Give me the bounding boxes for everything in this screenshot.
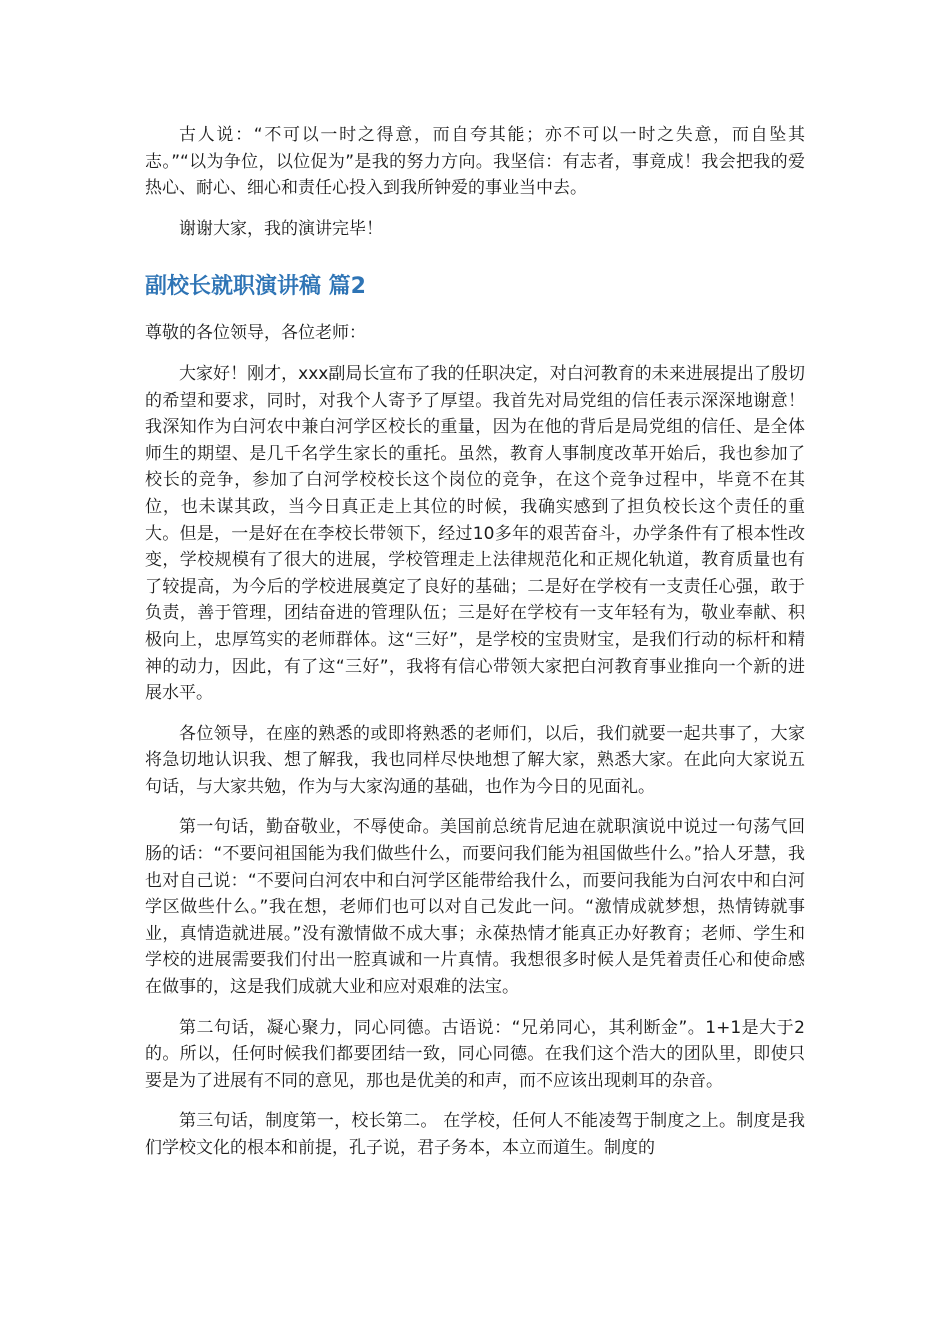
paragraph: 古人说：“不可以一时之得意，而自夸其能；亦不可以一时之失意，而自坠其志。”“以为争位，以位促为”是我的努力方向。我坚信：有志者，事竟成！我会把我的爱热心、耐心、细心和责任心投入到我所钟爱的事业当中去。 xyxy=(145,125,805,199)
paragraph: 各位领导，在座的熟悉的或即将熟悉的老师们，以后，我们就要一起共事了，大家将急切地认识我、想了解我，我也同样尽快地想了解大家，熟悉大家。在此向大家说五句话，与大家共勉，作为与大家沟通的基础，也作为今日的见面礼。 xyxy=(145,723,805,797)
paragraph: 第三句话，制度第一，校长第二。 在学校，任何人不能凌驾于制度之上。制度是我们学校文化的根本和前提，孔子说，君子务本，本立而道生。制度的 xyxy=(145,1111,805,1158)
paragraph: 谢谢大家，我的演讲完毕！ xyxy=(179,218,383,239)
paragraph: 第一句话，勤奋敬业，不辱使命。美国前总统肯尼迪在就职演说中说过一句荡气回肠的话：“不要问祖国能为我们做些什么，而要问我们能为祖国做些什么。”拾人牙慧，我也对自己说：“不要问白河农中和白河学区能带给我什么，而要问我能为白河农中和白河学区做些什么。”我在想，老师们也可以对自己发此一问。“激情成就梦想，热情铸就事业，真情造就进展。”没有激情做不成大事；永葆热情才能真正办好教育；老师、学生和学校的进展需要我们付出一腔真诚和一片真情。我想很多时候人是凭着责任心和使命感在做事的，这是我们成就大业和应对艰难的法宝。 xyxy=(145,817,805,998)
paragraph: 大家好！刚才，xxx副局长宣布了我的任职决定，对白河教育的未来进展提出了殷切的希望和要求，同时，对我个人寄予了厚望。我首先对局党组的信任表示深深地谢意！我深知作为白河农中兼白河学区校长的重量，因为在他的背后是局党组的信任、是全体师生的期望、是几千名学生家长的重托。虽然，教育人事制度改革开始后，我也参加了校长的竞争，参加了白河学校校长这个岗位的竞争，在这个竞争过程中，毕竟不在其位，也未谋其政，当今日真正走上其位的时候，我确实感到了担负校长这个责任的重大。但是，一是好在在李校长带领下，经过10多年的艰苦奋斗，办学条件有了根本性改变，学校规模有了很大的进展，学校管理走上法律规范化和正规化轨道，教育质量也有了较提高，为今后的学校进展奠定了良好的基础；二是好在学校有一支责任心强，敢于负责，善于管理，团结奋进的管理队伍；三是好在学校有一支年轻有为，敬业奉献、积极向上，忠厚笃实的老师群体。这“三好”，是学校的宝贵财宝，是我们行动的标杆和精神的动力，因此，有了这“三好”，我将有信心带领大家把白河教育事业推向一个新的进展水平。 xyxy=(145,363,805,704)
salutation: 尊敬的各位领导，各位老师： xyxy=(145,323,366,344)
document-page xyxy=(145,122,805,1176)
paragraph: 第二句话，凝心聚力，同心同德。古语说：“兄弟同心，其利断金”。1+1是大于2的。所以，任何时候我们都要团结一致，同心同德。在我们这个浩大的团队里，即使只要是为了进展有不同的意见，那也是优美的和声，而不应该出现刺耳的杂音。 xyxy=(145,1017,805,1091)
section-heading: 副校长就职演讲稿 篇2 xyxy=(145,274,366,300)
